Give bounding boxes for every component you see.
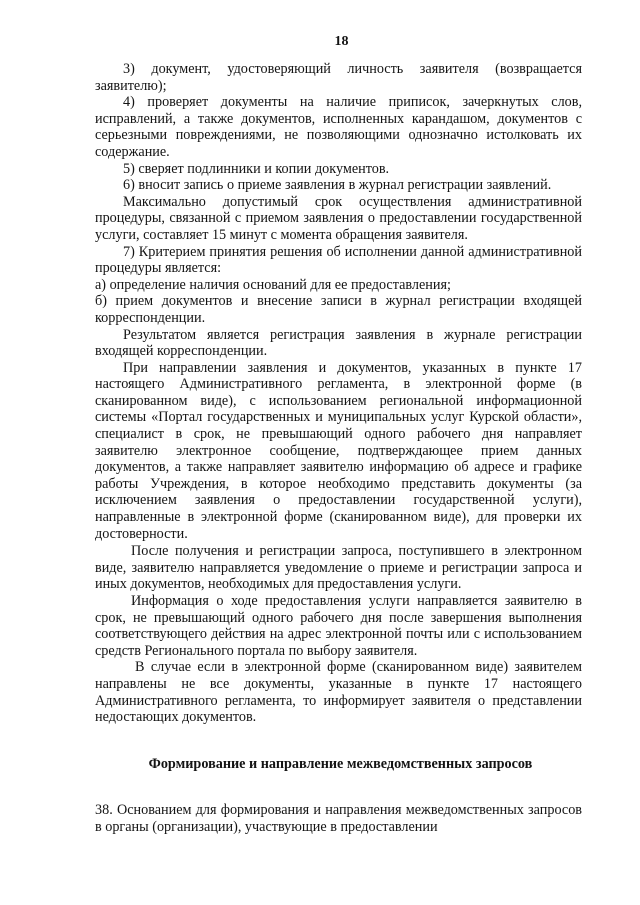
section-heading: Формирование и направление межведомственных запросов — [148, 755, 533, 772]
paragraph-max-time: Максимально допустимый срок осуществления административной процедуры, связанной с приемом заявления о предоставлении государственной услуги, составляет 15 минут с момента обращения заявителя. — [95, 193, 582, 243]
paragraph-item-38: 38. Основанием для формирования и направления межведомственных запросов в органы (организации), участвующие в предоставлении — [95, 802, 582, 835]
paragraph-item-b: б) прием документов и внесение записи в журнал регистрации входящей корреспонденции. — [95, 293, 582, 326]
document-body — [95, 61, 582, 836]
paragraph-progress-info: Информация о ходе предоставления услуги направляется заявителю в срок, не превышающий одного рабочего дня после завершения выполнения соответствующего действия на адрес электронной почты или с использованием средств Регионального портала по выбору заявителя. — [95, 593, 582, 659]
paragraph-result: Результатом является регистрация заявления в журнале регистрации входящей корреспонденции. — [95, 326, 582, 360]
paragraph-item-a: а) определение наличия оснований для ее предоставления; — [95, 276, 451, 293]
paragraph-missing-documents: В случае если в электронной форме (сканированном виде) заявителем направлены не все документы, указанные в пункте 17 настоящего Административного регламента, то информирует заявителя о представлении недостающих документов. — [95, 659, 582, 726]
paragraph-item-6: 6) вносит запись о приеме заявления в журнал регистрации заявлений. — [123, 177, 552, 194]
paragraph-item-4: 4) проверяет документы на наличие приписок, зачеркнутых слов, исправлений, а также документов, исполненных карандашом, документов с серьезными повреждениями, не позволяющими однозначно истолковать их содержание. — [95, 94, 582, 160]
paragraph-electronic-submission: При направлении заявления и документов, указанных в пункте 17 настоящего Административного регламента, в электронной форме (в сканированном виде), с использованием региональной информационной системы «Портал государственных и муниципальных услуг Курской области», специалист в срок, не превышающий одного рабочего дня направляет заявителю электронное сообщение, подтверждающее прием данных документов, а также направляет заявителю информацию об адресе и графике работы Учреждения, в которое необходимо представить документы (за исключением заявления о предоставлении государственной услуги), направленные в электронной форме (сканированном виде), для проверки их достоверности. — [95, 359, 582, 542]
paragraph-item-5: 5) сверяет подлинники и копии документов. — [123, 160, 390, 177]
page-number: 18 — [334, 34, 349, 49]
paragraph-notification: После получения и регистрации запроса, поступившего в электронном виде, заявителю направляется уведомление о приеме и регистрации запроса и иных документов, необходимых для предоставления услуги. — [95, 543, 582, 593]
paragraph-item-3: 3) документ, удостоверяющий личность заявителя (возвращается заявителю); — [95, 61, 582, 94]
paragraph-item-7: 7) Критерием принятия решения об исполнении данной административной процедуры является: — [95, 243, 582, 277]
